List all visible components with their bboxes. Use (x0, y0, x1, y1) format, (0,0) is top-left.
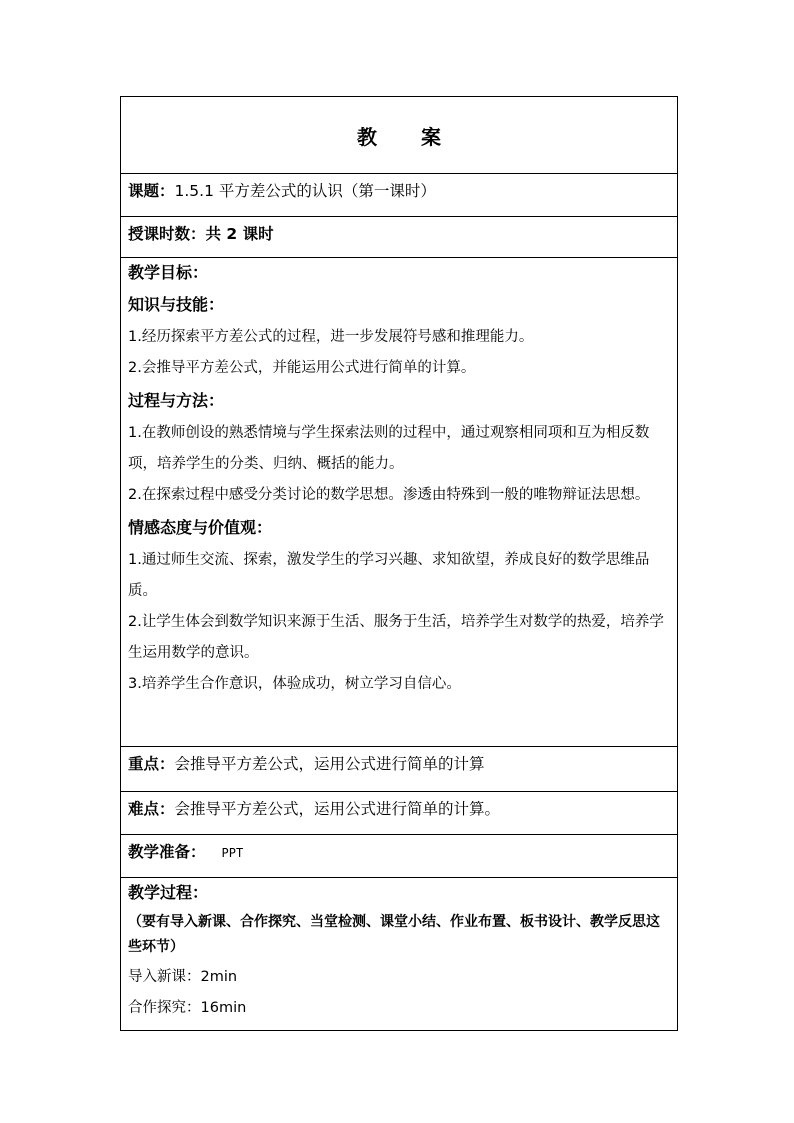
attitude-item-2: 2.让学生体会到数学知识来源于生活、服务于生活，培养学生对数学的热爱，培养学生运用数学的意识。 (128, 614, 664, 661)
title-char-1: 教 (357, 124, 377, 149)
topic-value: 1.5.1 平方差公式的认识（第一课时） (174, 182, 436, 200)
process-step-1: 导入新课：2min (128, 969, 238, 985)
knowledge-heading: 知识与技能： (128, 295, 225, 314)
topic-label: 课题： (128, 182, 175, 200)
preparation-row (121, 835, 678, 878)
preparation-label: 教学准备： (128, 843, 206, 861)
attitude-item-3: 3.培养学生合作意识，体验成功，树立学习自信心。 (128, 676, 461, 692)
hours-row (121, 217, 678, 258)
goals-heading: 教学目标： (128, 263, 209, 282)
attitude-heading: 情感态度与价值观： (128, 518, 273, 537)
hours-label: 授课时数： (128, 225, 206, 243)
knowledge-item-2: 2.会推导平方差公式，并能运用公式进行简单的计算。 (128, 360, 476, 376)
teaching-goals-cell (121, 258, 678, 747)
key-point-value: 会推导平方差公式，运用公式进行简单的计算 (174, 755, 485, 773)
teaching-process-heading: 教学过程： (128, 883, 209, 902)
topic-row (121, 174, 678, 217)
teaching-process-note: （要有导入新课、合作探究、当堂检测、课堂小结、作业布置、板书设计、教学反思这些环节） (128, 914, 660, 955)
knowledge-item-1: 1.经历探索平方差公式的过程，进一步发展符号感和推理能力。 (128, 329, 534, 345)
lesson-plan-title (121, 97, 678, 174)
lesson-plan-table (120, 96, 678, 1031)
process-item-1: 1.在教师创设的熟悉情境与学生探索法则的过程中，通过观察相同项和互为相反数项，培养学生的分类、归纳、概括的能力。 (128, 425, 650, 472)
difficulty-label: 难点： (128, 800, 175, 818)
difficulty-value: 会推导平方差公式，运用公式进行简单的计算。 (174, 800, 501, 818)
process-method-heading: 过程与方法： (128, 391, 225, 410)
process-step-2: 合作探究：16min (128, 1000, 247, 1016)
key-point-row (121, 747, 678, 792)
difficulty-row (121, 792, 678, 835)
teaching-process-cell (121, 878, 678, 1031)
hours-value: 共 2 课时 (205, 225, 274, 243)
attitude-item-1: 1.通过师生交流、探索，激发学生的学习兴趣、求知欲望，养成良好的数学思维品质。 (128, 552, 650, 599)
title-char-2: 案 (421, 124, 441, 149)
preparation-value: PPT (221, 846, 244, 860)
process-item-2: 2.在探索过程中感受分类讨论的数学思想。渗透由特殊到一般的唯物辩证法思想。 (128, 487, 650, 503)
key-point-label: 重点： (128, 755, 175, 773)
